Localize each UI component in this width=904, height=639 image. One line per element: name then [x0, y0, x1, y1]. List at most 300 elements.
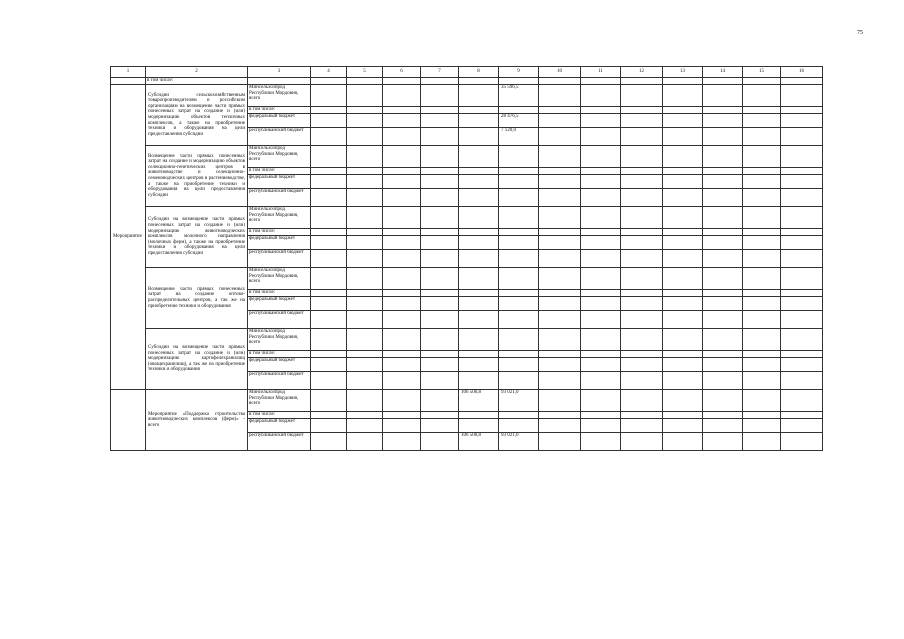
value-cell	[499, 419, 539, 433]
value-cell	[499, 297, 539, 311]
funding-source: Минсельхозпрод Республики Мордовия, всего	[248, 329, 311, 351]
empty-cell	[311, 412, 347, 419]
empty-cell	[539, 236, 581, 250]
value-cell	[459, 114, 499, 128]
empty-cell	[621, 311, 663, 329]
empty-cell	[421, 412, 459, 419]
empty-cell	[743, 250, 781, 268]
column-header: 8	[459, 67, 499, 78]
empty-cell	[703, 229, 743, 236]
funding-source: в том числе:	[248, 107, 311, 114]
empty-cell	[781, 297, 823, 311]
empty-cell	[663, 146, 703, 168]
empty-cell	[539, 433, 581, 451]
empty-cell	[581, 412, 621, 419]
empty-cell	[539, 128, 581, 146]
empty-cell	[347, 372, 383, 390]
table-row	[111, 390, 823, 412]
page-number: 75	[857, 30, 863, 36]
empty-cell	[703, 311, 743, 329]
value-cell: 93 021,0	[499, 390, 539, 412]
empty-cell	[781, 390, 823, 412]
empty-cell	[421, 268, 459, 290]
empty-cell	[663, 358, 703, 372]
empty-cell	[539, 412, 581, 419]
empty-cell	[703, 85, 743, 107]
column-header: 11	[581, 67, 621, 78]
empty-cell	[421, 351, 459, 358]
empty-cell	[703, 372, 743, 390]
empty-cell	[621, 372, 663, 390]
header-row	[111, 67, 823, 78]
empty-cell	[539, 290, 581, 297]
side-label: Мероприятие	[111, 85, 146, 390]
empty-cell	[421, 297, 459, 311]
empty-cell	[581, 390, 621, 412]
empty-cell	[663, 250, 703, 268]
value-cell	[459, 85, 499, 107]
empty-cell	[421, 175, 459, 189]
empty-cell	[539, 297, 581, 311]
empty-cell	[581, 250, 621, 268]
empty-cell	[621, 85, 663, 107]
empty-cell	[347, 419, 383, 433]
empty-cell	[539, 175, 581, 189]
empty-cell	[421, 311, 459, 329]
measure-description: Субсидии сельскохозяйственным товаропроизводителям и российским организациям на возмещение части прямых понесенных затрат на создание и (или) модернизацию объектов тепличных комплексов, а также на приобретение техники и оборудования на цели предоставления субсидии	[146, 85, 248, 146]
empty-cell	[703, 290, 743, 297]
empty-cell	[421, 250, 459, 268]
empty-cell	[781, 207, 823, 229]
value-cell	[459, 268, 499, 290]
empty-cell	[311, 433, 347, 451]
empty-cell	[347, 207, 383, 229]
empty-cell	[383, 114, 421, 128]
empty-cell	[347, 85, 383, 107]
empty-cell	[311, 419, 347, 433]
empty-cell	[581, 311, 621, 329]
value-cell	[499, 146, 539, 168]
empty-cell	[347, 290, 383, 297]
empty-cell	[539, 268, 581, 290]
empty-cell	[311, 372, 347, 390]
empty-cell	[621, 433, 663, 451]
empty-cell	[311, 268, 347, 290]
empty-cell	[347, 311, 383, 329]
column-header: 16	[781, 67, 823, 78]
empty-cell	[311, 390, 347, 412]
measure-description: Мероприятие «Поддержка строительства животноводческих комплексов (ферм)» - всего	[146, 390, 248, 451]
value-cell: 35 596,5	[499, 85, 539, 107]
empty-cell	[743, 290, 781, 297]
empty-cell	[703, 297, 743, 311]
empty-cell	[311, 128, 347, 146]
empty-cell	[743, 268, 781, 290]
empty-cell	[703, 146, 743, 168]
value-cell	[499, 175, 539, 189]
empty-cell	[459, 168, 499, 175]
empty-cell	[347, 189, 383, 207]
empty-cell	[539, 311, 581, 329]
empty-cell	[703, 189, 743, 207]
empty-cell	[539, 146, 581, 168]
empty-cell	[499, 107, 539, 114]
empty-cell	[347, 175, 383, 189]
empty-cell	[383, 236, 421, 250]
empty-cell	[311, 250, 347, 268]
value-cell	[459, 329, 499, 351]
empty-cell	[311, 189, 347, 207]
empty-cell	[703, 114, 743, 128]
value-cell: 7 120,0	[499, 128, 539, 146]
empty-cell	[383, 358, 421, 372]
empty-cell	[743, 390, 781, 412]
column-header: 13	[663, 67, 703, 78]
empty-cell	[421, 207, 459, 229]
value-cell	[499, 358, 539, 372]
funding-source: Минсельхозпрод Республики Мордовия, всего	[248, 390, 311, 412]
empty-cell	[743, 433, 781, 451]
value-cell: 106 500,8	[459, 390, 499, 412]
empty-cell	[581, 146, 621, 168]
empty-cell	[383, 107, 421, 114]
empty-cell	[781, 351, 823, 358]
empty-cell	[663, 351, 703, 358]
empty-cell	[703, 236, 743, 250]
empty-cell	[539, 107, 581, 114]
funding-source: республиканский бюджет	[248, 128, 311, 146]
empty-cell	[311, 146, 347, 168]
empty-cell	[581, 329, 621, 351]
table-row	[111, 78, 823, 85]
empty-cell	[421, 107, 459, 114]
value-cell	[459, 175, 499, 189]
table-row	[111, 146, 823, 168]
empty-cell	[703, 358, 743, 372]
empty-cell	[383, 290, 421, 297]
empty-cell	[621, 189, 663, 207]
empty-cell	[383, 189, 421, 207]
empty-cell	[663, 236, 703, 250]
empty-cell	[663, 419, 703, 433]
empty-cell	[383, 85, 421, 107]
empty-cell	[459, 229, 499, 236]
empty-cell	[621, 250, 663, 268]
column-header: 9	[499, 67, 539, 78]
empty-cell	[743, 175, 781, 189]
empty-cell	[347, 107, 383, 114]
empty-cell	[621, 175, 663, 189]
empty-cell	[621, 114, 663, 128]
empty-cell	[581, 268, 621, 290]
empty-cell	[311, 107, 347, 114]
column-header: 3	[248, 67, 311, 78]
empty-cell	[347, 250, 383, 268]
value-cell	[459, 207, 499, 229]
empty-cell	[421, 433, 459, 451]
empty-cell	[347, 390, 383, 412]
empty-cell	[663, 175, 703, 189]
empty-cell	[311, 229, 347, 236]
measure-description: Возмещение части прямых понесенных затрат на создание и модернизацию объектов селекционно-генетических центров в животноводстве и селекционно-семеноводческих центров в растениеводстве, а также на приобретение техники и оборудования на цели предоставления субсидии	[146, 146, 248, 207]
empty-cell	[743, 85, 781, 107]
value-cell	[459, 236, 499, 250]
empty-cell	[621, 419, 663, 433]
empty-cell	[743, 329, 781, 351]
empty-cell	[347, 268, 383, 290]
empty-cell	[499, 229, 539, 236]
empty-cell	[621, 329, 663, 351]
empty-cell	[621, 358, 663, 372]
empty-cell	[383, 268, 421, 290]
empty-cell	[781, 175, 823, 189]
funding-source: республиканский бюджет	[248, 433, 311, 451]
empty-cell	[621, 128, 663, 146]
empty-cell	[347, 358, 383, 372]
empty-cell	[663, 412, 703, 419]
value-cell	[459, 419, 499, 433]
empty-cell	[383, 351, 421, 358]
empty-cell	[539, 419, 581, 433]
value-cell: 106 500,8	[459, 433, 499, 451]
empty-cell	[459, 412, 499, 419]
empty-cell	[383, 229, 421, 236]
table-row	[111, 329, 823, 351]
empty-cell	[581, 433, 621, 451]
empty-cell	[743, 168, 781, 175]
empty-cell	[621, 146, 663, 168]
empty-cell	[347, 236, 383, 250]
empty-cell	[621, 412, 663, 419]
funding-source: республиканский бюджет	[248, 311, 311, 329]
empty-cell	[663, 107, 703, 114]
empty-cell	[581, 168, 621, 175]
budget-table	[110, 66, 823, 451]
empty-cell	[703, 168, 743, 175]
empty-cell	[499, 168, 539, 175]
empty-cell	[539, 250, 581, 268]
funding-source: в том числе:	[248, 168, 311, 175]
empty-cell	[347, 128, 383, 146]
empty-cell	[743, 128, 781, 146]
value-cell	[499, 372, 539, 390]
empty-cell	[539, 358, 581, 372]
column-header: 2	[146, 67, 248, 78]
empty-cell	[311, 114, 347, 128]
empty-cell	[581, 175, 621, 189]
empty-cell	[743, 419, 781, 433]
column-header: 5	[347, 67, 383, 78]
empty-cell	[781, 146, 823, 168]
empty-cell	[663, 311, 703, 329]
empty-cell	[421, 114, 459, 128]
empty-cell	[539, 189, 581, 207]
empty-cell	[347, 146, 383, 168]
empty-cell	[781, 236, 823, 250]
empty-cell	[347, 297, 383, 311]
empty-cell	[743, 207, 781, 229]
empty-cell	[459, 351, 499, 358]
empty-cell	[421, 419, 459, 433]
empty-cell	[539, 168, 581, 175]
empty-cell	[663, 114, 703, 128]
empty-cell	[781, 168, 823, 175]
empty-cell	[421, 146, 459, 168]
funding-source: федеральный бюджет	[248, 358, 311, 372]
value-cell	[499, 329, 539, 351]
empty-cell	[743, 311, 781, 329]
empty-cell	[581, 297, 621, 311]
incl-text: в том числе:	[146, 78, 248, 85]
empty-cell	[539, 390, 581, 412]
empty-cell	[703, 175, 743, 189]
empty-cell	[621, 268, 663, 290]
empty-cell	[621, 390, 663, 412]
empty-cell	[311, 297, 347, 311]
empty-cell	[421, 168, 459, 175]
empty-cell	[581, 229, 621, 236]
empty-cell	[421, 390, 459, 412]
empty-cell	[781, 372, 823, 390]
value-cell	[459, 146, 499, 168]
funding-source: в том числе:	[248, 229, 311, 236]
empty-cell	[781, 189, 823, 207]
empty-cell	[703, 412, 743, 419]
empty-cell	[581, 207, 621, 229]
empty-cell	[703, 107, 743, 114]
column-header: 10	[539, 67, 581, 78]
column-header: 6	[383, 67, 421, 78]
funding-source: республиканский бюджет	[248, 189, 311, 207]
empty-cell	[743, 297, 781, 311]
value-cell	[499, 236, 539, 250]
value-cell	[499, 189, 539, 207]
value-cell	[459, 189, 499, 207]
empty-cell	[311, 290, 347, 297]
empty-cell	[703, 268, 743, 290]
empty-cell	[581, 85, 621, 107]
funding-source: Минсельхозпрод Республики Мордовия, всего	[248, 146, 311, 168]
funding-source: федеральный бюджет	[248, 236, 311, 250]
empty-cell	[539, 329, 581, 351]
column-header: 14	[703, 67, 743, 78]
empty-cell	[499, 290, 539, 297]
value-cell	[459, 250, 499, 268]
empty-cell	[383, 329, 421, 351]
funding-source: республиканский бюджет	[248, 372, 311, 390]
empty-cell	[383, 297, 421, 311]
empty-cell	[539, 372, 581, 390]
value-cell	[459, 358, 499, 372]
measure-description: Возмещение части прямых понесенных затрат на создание оптово-распределительных центров, а так же на приобретение техники и оборудования	[146, 268, 248, 329]
empty-cell	[383, 433, 421, 451]
empty-cell	[421, 372, 459, 390]
empty-cell	[311, 351, 347, 358]
empty-cell	[663, 433, 703, 451]
empty-cell	[781, 329, 823, 351]
value-cell	[499, 268, 539, 290]
empty-cell	[539, 351, 581, 358]
table-row	[111, 268, 823, 290]
empty-cell	[663, 329, 703, 351]
empty-cell	[499, 412, 539, 419]
funding-source: федеральный бюджет	[248, 419, 311, 433]
empty-cell	[663, 229, 703, 236]
empty-cell	[781, 229, 823, 236]
empty-cell	[743, 372, 781, 390]
empty-cell	[581, 290, 621, 297]
empty-cell	[703, 329, 743, 351]
empty-cell	[581, 372, 621, 390]
empty-cell	[743, 236, 781, 250]
empty-cell	[781, 358, 823, 372]
empty-cell	[621, 229, 663, 236]
empty-cell	[347, 351, 383, 358]
empty-cell	[743, 358, 781, 372]
empty-cell	[347, 168, 383, 175]
value-cell: 28 476,5	[499, 114, 539, 128]
empty-cell	[383, 390, 421, 412]
empty-cell	[383, 250, 421, 268]
value-cell	[499, 207, 539, 229]
empty-cell	[347, 229, 383, 236]
empty-cell	[421, 189, 459, 207]
column-header: 7	[421, 67, 459, 78]
empty-cell	[743, 114, 781, 128]
value-cell	[459, 372, 499, 390]
funding-source: Минсельхозпрод Республики Мордовия, всего	[248, 268, 311, 290]
empty-cell	[621, 168, 663, 175]
empty-cell	[581, 236, 621, 250]
empty-cell	[781, 419, 823, 433]
empty-cell	[743, 107, 781, 114]
measure-description: Субсидии на возмещение части прямых понесенных затрат на создание и (или) модернизацию животноводческих комплексов молочного направления (молочных ферм), а также на приобретение техники и оборудования на цели предоставления субсидии	[146, 207, 248, 268]
empty-cell	[663, 372, 703, 390]
table-row	[111, 207, 823, 229]
empty-cell	[703, 419, 743, 433]
empty-cell	[703, 433, 743, 451]
empty-cell	[663, 207, 703, 229]
empty-cell	[621, 236, 663, 250]
empty-cell	[383, 311, 421, 329]
value-cell	[459, 311, 499, 329]
empty-cell	[539, 229, 581, 236]
empty-cell	[311, 175, 347, 189]
empty-cell	[621, 290, 663, 297]
empty-cell	[421, 358, 459, 372]
empty-cell	[743, 351, 781, 358]
empty-cell	[311, 85, 347, 107]
empty-cell	[621, 107, 663, 114]
empty-cell	[383, 128, 421, 146]
table-row	[111, 85, 823, 107]
empty-cell	[663, 128, 703, 146]
empty-cell	[499, 351, 539, 358]
empty-cell	[663, 268, 703, 290]
empty-cell	[781, 311, 823, 329]
empty-cell	[421, 329, 459, 351]
empty-cell	[539, 114, 581, 128]
empty-cell	[781, 107, 823, 114]
empty-cell	[383, 207, 421, 229]
empty-cell	[459, 107, 499, 114]
empty-cell	[781, 290, 823, 297]
empty-cell	[781, 433, 823, 451]
funding-source: Минсельхозпрод Республики Мордовия, всего	[248, 85, 311, 107]
empty-cell	[581, 351, 621, 358]
empty-cell	[383, 412, 421, 419]
empty-cell	[703, 128, 743, 146]
